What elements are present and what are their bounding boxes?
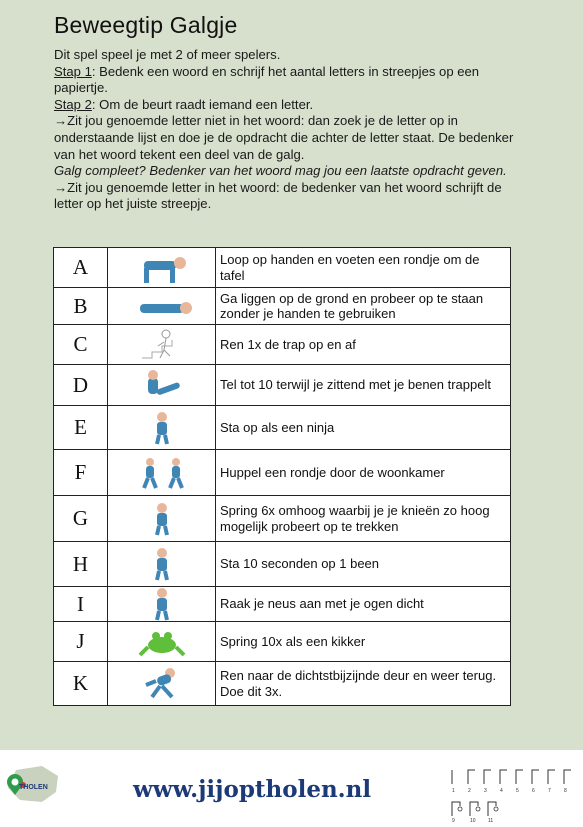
step-2-label: Stap 2: [54, 96, 92, 112]
frog-icon: [132, 625, 192, 659]
crawling-figure-icon: [132, 251, 192, 285]
running-figure-icon: [132, 667, 192, 701]
rule-in-word: →Zit jou genoemde letter in het woord: de bedenker van het woord schrijft de letter op het juiste streepje.: [54, 179, 502, 212]
row-letter: J: [54, 622, 108, 662]
table-row: [54, 288, 511, 325]
row-illustration: [108, 248, 216, 288]
knee-jump-figure-icon: [132, 502, 192, 536]
table-row: [54, 325, 511, 365]
table-row: [54, 496, 511, 542]
row-illustration: [108, 365, 216, 406]
row-letter: G: [54, 496, 108, 542]
gallows-step-number: 11: [488, 818, 494, 822]
gallows-step-number: 5: [516, 788, 519, 794]
gallows-step-number: 2: [468, 788, 471, 794]
stairs-figure-icon: [132, 328, 192, 362]
table-row: [54, 542, 511, 587]
row-letter: B: [54, 288, 108, 325]
row-task: Sta op als een ninja: [216, 406, 511, 450]
row-illustration: [108, 325, 216, 365]
row-letter: E: [54, 406, 108, 450]
gallows-step-number: 7: [548, 788, 551, 794]
skipping-figure-icon: [132, 456, 192, 490]
table-row: [54, 662, 511, 706]
table-row: [54, 450, 511, 496]
page-title: Beweegtip Galgje: [54, 12, 238, 38]
rule-not-in-word: →Zit jou genoemde letter niet in het woord: dan zoek je de letter op in onderstaande lijst en doe je de opdracht die achter de letter staat. De bedenker van het woord tekent een deel van de galg.: [54, 113, 514, 162]
one-leg-figure-icon: [132, 547, 192, 581]
row-letter: C: [54, 325, 108, 365]
row-task: Loop op handen en voeten een rondje om de tafel: [216, 248, 511, 288]
row-task: Raak je neus aan met je ogen dicht: [216, 587, 511, 622]
letter-task-table: [53, 247, 511, 706]
row-illustration: [108, 288, 216, 325]
rule-gallow-complete: Galg compleet? Bedenker van het woord mag jou een laatste opdracht geven.: [54, 163, 507, 179]
logo-text: THOLEN: [19, 784, 48, 791]
row-illustration: [108, 496, 216, 542]
row-task: Spring 10x als een kikker: [216, 622, 511, 662]
website-url: www.jijoptholen.nl: [133, 776, 372, 803]
footer: [0, 750, 583, 827]
intro-line: Dit spel speel je met 2 of meer spelers.: [54, 47, 281, 62]
gallows-step-number: 10: [470, 818, 476, 822]
row-letter: F: [54, 450, 108, 496]
row-illustration: [108, 622, 216, 662]
row-task: Ga liggen op de grond en probeer op te staan zonder je handen te gebruiken: [216, 288, 511, 325]
row-illustration: [108, 450, 216, 496]
step-1-label: Stap 1: [54, 63, 92, 79]
gallows-step-number: 1: [452, 788, 455, 794]
row-letter: A: [54, 248, 108, 288]
nose-touch-figure-icon: [132, 587, 192, 621]
row-letter: D: [54, 365, 108, 406]
row-task: Sta 10 seconden op 1 been: [216, 542, 511, 587]
table-row: [54, 622, 511, 662]
row-illustration: [108, 542, 216, 587]
step-2-text: : Om de beurt raadt iemand een letter.: [91, 96, 314, 112]
gallows-steps-icon: [448, 766, 583, 822]
table-row: [54, 248, 511, 288]
step-1: [54, 64, 534, 97]
row-task: Huppel een rondje door de woonkamer: [216, 450, 511, 496]
table-body: [54, 248, 511, 706]
row-task: Spring 6x omhoog waarbij je je knieën zo hoog mogelijk probeert op te trekken: [216, 496, 511, 542]
instructions: [54, 47, 534, 213]
table-row: [54, 406, 511, 450]
gallows-step-number: 6: [532, 788, 535, 794]
row-letter: I: [54, 587, 108, 622]
sitting-kicking-figure-icon: [132, 368, 192, 402]
row-illustration: [108, 406, 216, 450]
gallows-step-number: 4: [500, 788, 503, 794]
gallows-step-number: 8: [564, 788, 567, 794]
row-task: Ren naar de dichtstbijzijnde deur en weer terug. Doe dit 3x.: [216, 662, 511, 706]
table-row: [54, 365, 511, 406]
table-row: [54, 587, 511, 622]
row-illustration: [108, 662, 216, 706]
step-1-text: : Bedenk een woord en schrijf het aantal letters in streepjes op een papiertje.: [54, 63, 480, 96]
standing-figure-icon: [132, 411, 192, 445]
step-2: [54, 97, 534, 114]
row-task: Tel tot 10 terwijl je zittend met je benen trappelt: [216, 365, 511, 406]
gallows-step-number: 9: [452, 818, 455, 822]
row-illustration: [108, 587, 216, 622]
row-task: Ren 1x de trap op en af: [216, 325, 511, 365]
row-letter: K: [54, 662, 108, 706]
gallows-step-number: 3: [484, 788, 487, 794]
row-letter: H: [54, 542, 108, 587]
lying-figure-icon: [132, 289, 192, 323]
